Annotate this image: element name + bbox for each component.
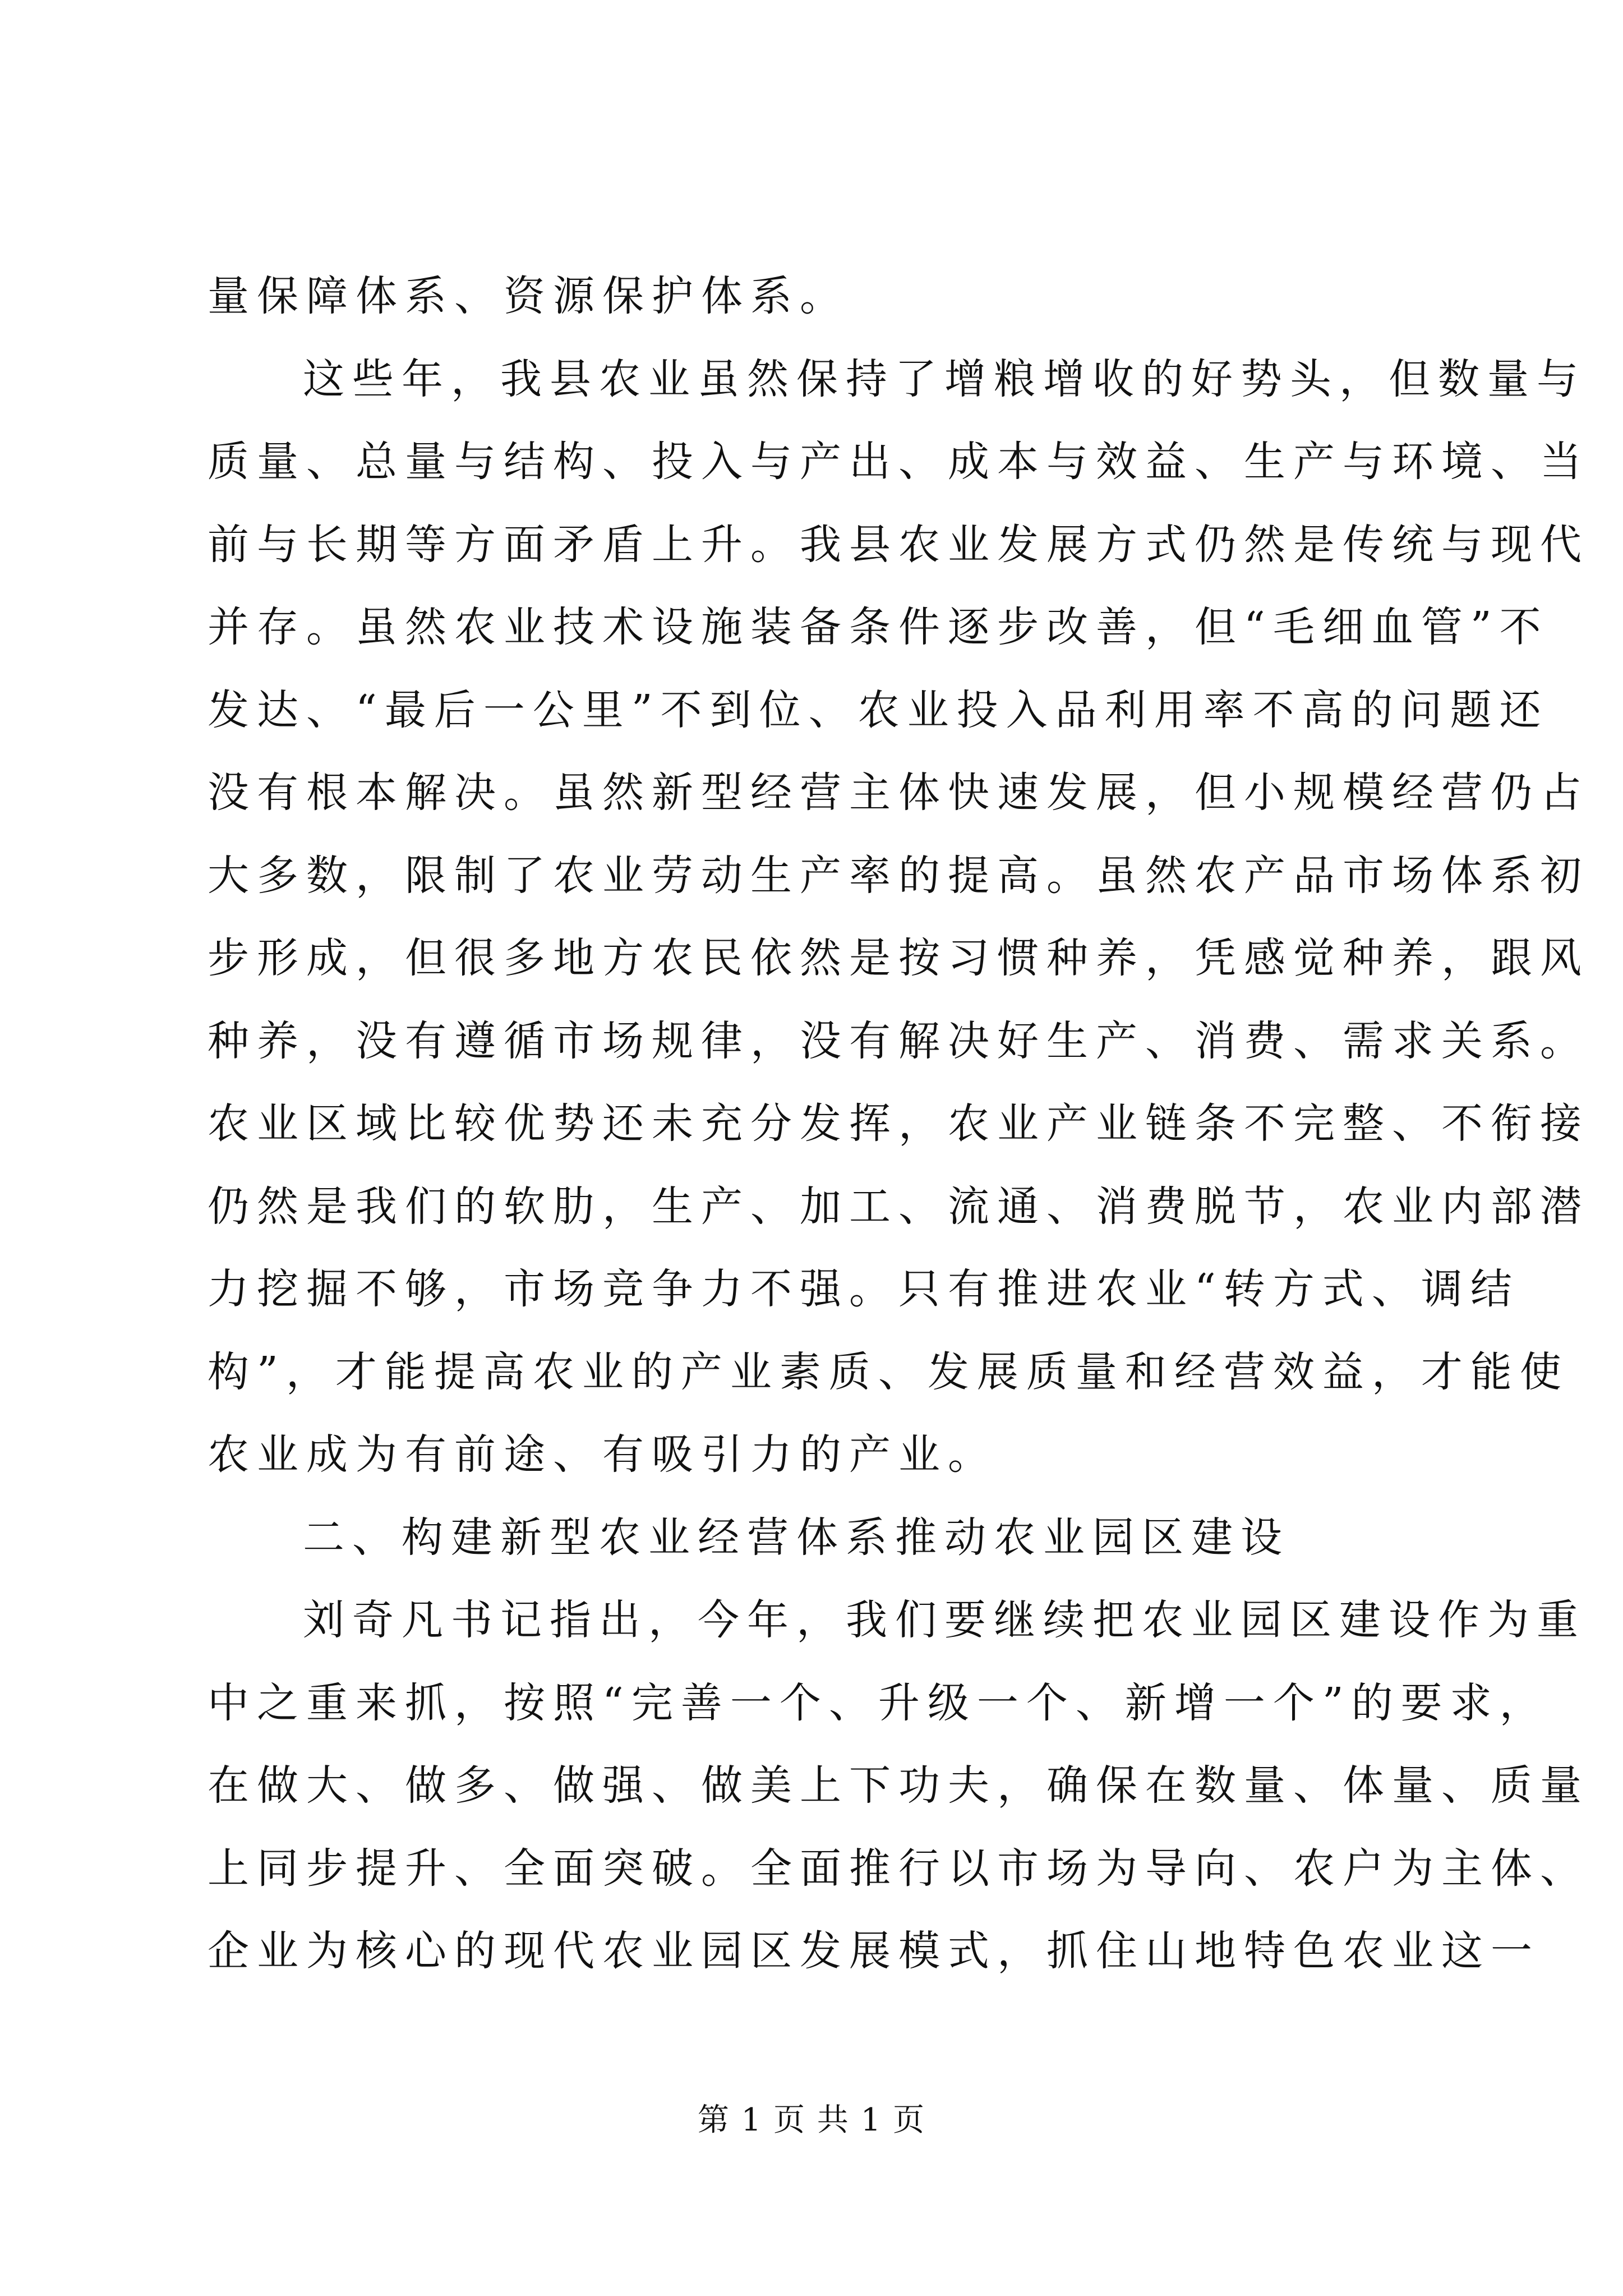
- text-line: 发达、“最后一公里”不到位、农业投入品利用率不高的问题还: [208, 685, 1549, 734]
- text-line: 这些年，我县农业虽然保持了增粮增收的好势头，但数量与: [303, 355, 1586, 403]
- text-line: 没有根本解决。虽然新型经营主体快速发展，但小规模经营仍占: [208, 769, 1589, 817]
- text-line: 二、构建新型农业经营体系推动农业园区建设: [303, 1513, 1290, 1562]
- text-line: 质量、总量与结构、投入与产出、成本与效益、生产与环境、当: [208, 438, 1589, 486]
- text-line: 中之重来抓，按照“完善一个、升级一个、新增一个”的要求，: [208, 1678, 1549, 1727]
- text-line: 前与长期等方面矛盾上升。我县农业发展方式仍然是传统与现代: [208, 520, 1589, 569]
- text-line: 企业为核心的现代农业园区发展模式，抓住山地特色农业这一: [208, 1927, 1540, 1975]
- text-line: 农业成为有前途、有吸引力的产业。: [208, 1430, 997, 1479]
- text-line: 仍然是我们的软肋，生产、加工、流通、消费脱节，农业内部潜: [208, 1182, 1589, 1231]
- text-line: 量保障体系、资源保护体系。: [208, 272, 849, 320]
- text-line: 大多数，限制了农业劳动生产率的提高。虽然农产品市场体系初: [208, 851, 1589, 900]
- text-line: 在做大、做多、做强、做美上下功夫，确保在数量、体量、质量: [208, 1761, 1589, 1810]
- body-text: [208, 255, 1589, 1993]
- text-line: 农业区域比较优势还未充分发挥，农业产业链条不完整、不衔接: [208, 1099, 1589, 1148]
- text-line: 并存。虽然农业技术设施装备条件逐步改善，但“毛细血管”不: [208, 603, 1549, 651]
- text-line: 力挖掘不够，市场竞争力不强。只有推进农业“转方式、调结: [208, 1265, 1520, 1313]
- text-line: 构”，才能提高农业的产业素质、发展质量和经营效益，才能使: [208, 1347, 1569, 1396]
- text-line: 步形成，但很多地方农民依然是按习惯种养，凭感觉种养，跟风: [208, 934, 1589, 982]
- text-line: 种养，没有遵循市场规律，没有解决好生产、消费、需求关系。: [208, 1016, 1589, 1065]
- text-line: 刘奇凡书记指出，今年，我们要继续把农业园区建设作为重: [303, 1596, 1586, 1644]
- page-number-footer: 第 1 页 共 1 页: [697, 2102, 926, 2138]
- text-line: 上同步提升、全面突破。全面推行以市场为导向、农户为主体、: [208, 1844, 1589, 1893]
